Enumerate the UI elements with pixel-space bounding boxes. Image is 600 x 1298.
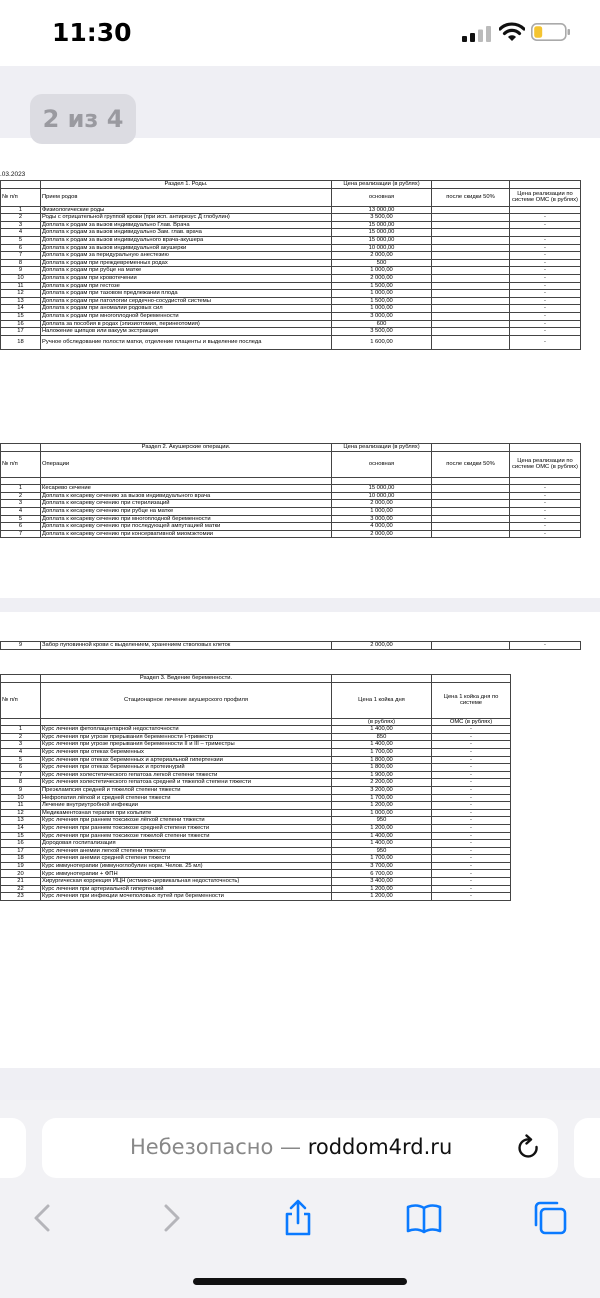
service-name: Доплата к родам при многоплодной беременности [41,312,332,320]
table-row [1,824,511,832]
service-name: Курс лечения холестетического гепатоза легкой степени тяжести [41,771,332,779]
table-row [1,236,581,244]
oms-price: - [432,741,511,749]
service-name: Медикаментозная терапия при кольпите [41,809,332,817]
service-price: 1 000,00 [332,305,432,313]
table-row [1,832,511,840]
row-number: 5 [1,756,41,764]
table-row [1,252,581,260]
row-number: 9 [1,267,41,275]
table-row [1,786,511,794]
row-number: 13 [1,297,41,305]
service-price: 2 200,00 [332,779,432,787]
service-name: Доплата к родам при гестозе [41,282,332,290]
oms-price: - [432,733,511,741]
table-row [1,802,511,810]
table-row [1,267,581,275]
row-number: 8 [1,259,41,267]
row-number: 3 [1,221,41,229]
section-1-title: Раздел 1. Роды. [41,181,332,189]
service-name: Курс лечения при инфекции мочеполовых путей при беременности [41,893,332,901]
oms-price: - [510,297,581,305]
row-number: 1 [1,726,41,734]
service-name: Наложение щипцов или вакуум экстракция [41,328,332,336]
service-price: 2 000,00 [332,252,432,260]
table-row [1,259,581,267]
row-number: 4 [1,229,41,237]
service-name: Доплата за пособия в родах (эпизиотомия, перинеотомия) [41,320,332,328]
service-name: Доплата к родам за вызов индивидуально Глав. Врача [41,221,332,229]
service-name: Физиологические роды [41,206,332,214]
table-row [1,492,581,500]
service-price: 1 800,00 [332,764,432,772]
col-no: № п/п [1,188,41,206]
next-tab-peek[interactable] [574,1118,600,1178]
col-base: основная [332,188,432,206]
service-name: Доплата к кесареву сечению при рубце на матке [41,507,332,515]
col-discount: после скидки 50% [432,451,510,477]
service-name: Доплата к кесареву сечению при консервативной миомэктомии [41,530,332,538]
service-name: Курс лечения анемии средней степени тяжести [41,855,332,863]
service-price: 2 000,00 [332,274,432,282]
section-2-title: Раздел 2. Акушерские операции. [41,444,332,452]
oms-price [510,206,581,214]
service-price: 500 [332,259,432,267]
row-number: 11 [1,802,41,810]
service-name: Доплата к родам при преждевременных родах [41,259,332,267]
service-name: Дородовая госпитализация [41,840,332,848]
service-name: Курс лечения при отеках беременных и артериальной гипертензии [41,756,332,764]
col-oms: Цена 1 койка дня по системе [432,682,511,718]
row-number: 7 [1,771,41,779]
section-3-title: Раздел 3. Ведение беременности. [41,675,332,683]
col-name: Операции [41,451,332,477]
bookmarks-icon[interactable] [404,1198,444,1238]
service-price: 1 500,00 [332,297,432,305]
row-number: 18 [1,855,41,863]
service-price: 1 200,00 [332,885,432,893]
address-bar[interactable] [42,1118,558,1178]
service-price: 3 000,00 [332,312,432,320]
col-discount: после скидки 50% [432,188,510,206]
table-row [1,244,581,252]
oms-price: - [432,802,511,810]
table-row [1,282,581,290]
oms-price: - [432,893,511,901]
service-name: Доплата к родам при аномалии родовых сил [41,305,332,313]
table-row [1,221,581,229]
oms-price: - [432,847,511,855]
service-price: 1 000,00 [332,267,432,275]
row-number: 3 [1,500,41,508]
service-name: Доплата к родам при патологии сердечно-сосудистой системы [41,297,332,305]
section-1-table [0,180,581,350]
row-number: 12 [1,809,41,817]
oms-price: - [510,515,581,523]
service-name: Доплата к кесареву сечению при стерилизаций [41,500,332,508]
service-price: 6 700,00 [332,870,432,878]
table-row [1,733,511,741]
table-row [1,870,511,878]
oms-price: - [510,312,581,320]
oms-price: - [510,214,581,222]
oms-price: - [432,809,511,817]
oms-price: - [510,492,581,500]
oms-price: - [510,267,581,275]
service-name: Преэклампсия средней и тяжелой степени тяжести [41,786,332,794]
service-name: Курс лечения при раннем токсикозе лёгкой степени тяжести [41,817,332,825]
page-counter: 2 из 4 [30,94,136,144]
domain: roddom4rd.ru [307,1135,453,1159]
home-indicator[interactable] [193,1278,407,1285]
oms-price: - [510,244,581,252]
table-row [1,214,581,222]
table-row [1,764,511,772]
status-bar [0,0,600,66]
service-name: Курс иммунотерапии + ФПН [41,870,332,878]
row-number: 7 [1,252,41,260]
tabs-icon[interactable] [530,1198,570,1238]
row-number: 17 [1,847,41,855]
price-header: Цена реализации (в рублях) [332,181,432,189]
oms-price: - [510,328,581,336]
oms-price: - [432,786,511,794]
service-price: 15 000,00 [332,485,432,493]
table-row [1,771,511,779]
service-name: Курс иммунотерапии (иммуноглобулин норм. Челов. 25 мл) [41,862,332,870]
row-number: 23 [1,893,41,901]
service-name: Доплата к родам при тазовом предлежании плода [41,290,332,298]
table-row [1,297,581,305]
service-price: 1 000,00 [332,507,432,515]
document-date: .03.2023 [0,171,26,178]
service-name: Лечение внутриутробной инфекции [41,802,332,810]
table-row [1,878,511,886]
service-name: Доплата к кесареву сечению за вызов индивидуального врача [41,492,332,500]
oms-price: - [432,756,511,764]
row-number: 4 [1,507,41,515]
table-row [1,305,581,313]
col-oms: Цена реализации по системе ОМС (в рублях) [510,451,581,477]
service-name: Доплата к родам при кровотечении [41,274,332,282]
oms-price: - [432,855,511,863]
row-number: 2 [1,733,41,741]
row-number: 1 [1,206,41,214]
row-number: 2 [1,492,41,500]
service-price: 13 000,00 [332,206,432,214]
service-price: 2 000,00 [332,500,432,508]
row-number: 10 [1,794,41,802]
oms-price: - [510,252,581,260]
row-number: 7 [1,530,41,538]
row-number: 10 [1,274,41,282]
service-price: 1 400,00 [332,726,432,734]
table-row [1,290,581,298]
table-row [1,741,511,749]
oms-price: - [510,485,581,493]
service-price: 1 700,00 [332,748,432,756]
wifi-icon [499,22,525,42]
service-name: Доплата к кесареву сечению при многоплодной беременности [41,515,332,523]
service-name: Кесарево сечение [41,485,332,493]
row-number: 16 [1,320,41,328]
table-row [1,748,511,756]
table-row [1,847,511,855]
service-price: 1 400,00 [332,832,432,840]
service-price: 3 200,00 [332,786,432,794]
col-oms-unit: ОМС (в рублях) [432,718,511,726]
table-row [1,862,511,870]
row-number: 15 [1,832,41,840]
oms-price: - [432,748,511,756]
row-number: 14 [1,305,41,313]
table-row [1,335,581,349]
row-number: 17 [1,328,41,336]
table-row [1,500,581,508]
service-name: Забор пуповинной крови с выделением, хранением стволовых клеток [41,642,332,650]
col-oms: Цена реализации по системе ОМС (в рублях) [510,188,581,206]
oms-price: - [510,500,581,508]
row-number: 6 [1,523,41,531]
oms-price: - [510,274,581,282]
service-price: 1 400,00 [332,741,432,749]
oms-price: - [510,282,581,290]
row-number: 21 [1,878,41,886]
service-price: 1 500,00 [332,282,432,290]
table-row [1,855,511,863]
oms-price: - [432,840,511,848]
row-number: 9 [1,786,41,794]
table-row [1,726,511,734]
service-price: 10 000,00 [332,492,432,500]
service-price: 15 000,00 [332,229,432,237]
stem-cell-row-table [0,641,581,650]
service-price: 1 900,00 [332,771,432,779]
service-name: Курс лечения фетоплацентарной недостаточности [41,726,332,734]
service-price: 600 [332,320,432,328]
service-name: Доплата к кесареву сечению при последующей ампутацией матки [41,523,332,531]
service-name: Курс лечения при отеках беременных [41,748,332,756]
row-number: 16 [1,840,41,848]
oms-price: - [510,221,581,229]
oms-price: - [510,507,581,515]
row-number: 3 [1,741,41,749]
row-number: 2 [1,214,41,222]
table-row [1,328,581,336]
oms-price: - [432,794,511,802]
table-row [1,206,581,214]
section-2-table [0,443,581,538]
clock: 11:30 [52,18,132,47]
service-price: 1 600,00 [332,335,432,349]
row-number: 18 [1,335,41,349]
col-price-unit: (в рублях) [332,718,432,726]
service-price: 1 200,00 [332,824,432,832]
oms-price [510,229,581,237]
service-price: 3 500,00 [332,214,432,222]
oms-price: - [432,764,511,772]
battery-icon [531,23,571,41]
reload-icon[interactable] [516,1134,542,1162]
service-price: 3 700,00 [332,862,432,870]
service-price: 1 700,00 [332,794,432,802]
service-price: 950 [332,847,432,855]
address-text [130,1135,452,1159]
table-row [1,515,581,523]
service-name: Доплата к родам за вызов индивидуального врача-акушера [41,236,332,244]
security-warning: Небезопасно — [130,1135,301,1159]
oms-price: - [510,259,581,267]
row-number: 4 [1,748,41,756]
service-name: Доплата к родам за вызов индивидуально Зам. глав. врача [41,229,332,237]
col-name: Стационарное лечение акушерского профиля [41,682,332,718]
service-price: 1 800,00 [332,756,432,764]
service-name: Доплата к родам за вызов индивидуальной акушерки [41,244,332,252]
table-row [1,840,511,848]
service-price: 3 500,00 [332,328,432,336]
row-number: 5 [1,515,41,523]
row-number: 6 [1,244,41,252]
table-row [1,523,581,531]
row-number: 5 [1,236,41,244]
oms-price: - [432,862,511,870]
service-price: 15 000,00 [332,236,432,244]
col-price: Цена 1 койка дня [332,682,432,718]
service-price: 1 200,00 [332,893,432,901]
share-icon[interactable] [278,1198,318,1238]
forward-icon[interactable] [152,1198,192,1238]
col-base: основная [332,451,432,477]
service-price: 1 700,00 [332,855,432,863]
service-price: 1 200,00 [332,802,432,810]
oms-price: - [432,726,511,734]
oms-price: - [432,779,511,787]
table-row [1,485,581,493]
row-number: 1 [1,485,41,493]
cellular-signal-icon [462,26,492,42]
oms-price: - [510,523,581,531]
table-row [1,885,511,893]
row-number: 13 [1,817,41,825]
service-price: 4 000,00 [332,523,432,531]
table-row [1,312,581,320]
table-row [1,794,511,802]
service-price: 3 000,00 [332,515,432,523]
service-price: 2 000,00 [332,642,432,650]
table-row [1,274,581,282]
service-price: 10 000,00 [332,244,432,252]
service-name: Курс лечения холестетического гепатоза средней и тяжелой степени тяжести [41,779,332,787]
previous-tab-peek[interactable] [0,1118,26,1178]
oms-price: - [432,771,511,779]
oms-price: - [510,305,581,313]
oms-price: - [432,832,511,840]
row-number: 19 [1,862,41,870]
oms-price: - [432,824,511,832]
row-number: 15 [1,312,41,320]
price-header: Цена реализации (в рублях) [332,444,432,452]
service-price: 1 000,00 [332,290,432,298]
oms-price: - [510,290,581,298]
table-row [1,779,511,787]
table-row [1,756,511,764]
table-row [1,229,581,237]
section-3-table [0,674,511,901]
service-price: 850 [332,733,432,741]
service-price: 15 000,00 [332,221,432,229]
row-number: 11 [1,282,41,290]
table-row [1,320,581,328]
col-no: № п/п [1,451,41,477]
table-row [1,530,581,538]
row-number: 20 [1,870,41,878]
service-name: Курс лечения при артериальной гипертензий [41,885,332,893]
table-row [1,809,511,817]
service-name: Курс лечения при раннем токсикозе средней степени тяжести [41,824,332,832]
oms-price: - [510,642,581,650]
service-price: 950 [332,817,432,825]
service-name: Ручное обследование полости матки, отделение плаценты и выделение последа [41,335,332,349]
col-no: № п/п [1,682,41,718]
table-row [1,507,581,515]
service-name: Курс лечения при угрозе прерывания беременности I-триместр [41,733,332,741]
oms-price: - [510,530,581,538]
service-name: Курс лечения при раннем токсикозе тяжелой степени тяжести [41,832,332,840]
oms-price: - [510,236,581,244]
row-number: 12 [1,290,41,298]
back-icon[interactable] [22,1198,62,1238]
row-number: 9 [1,642,41,650]
service-name: Доплата к родам при рубце на матке [41,267,332,275]
oms-price: - [510,335,581,349]
oms-price: - [432,870,511,878]
oms-price: - [432,817,511,825]
service-name: Нефропатия лёгкой и средней степени тяжести [41,794,332,802]
service-name: Доплата к родам за перидуральную анестезию [41,252,332,260]
row-number: 22 [1,885,41,893]
oms-price: - [432,878,511,886]
service-price: 1 400,00 [332,840,432,848]
col-name: Прием родов [41,188,332,206]
table-row [1,817,511,825]
service-name: Курс лечения при отеках беременных и протеинурий [41,764,332,772]
service-name: Роды с отрицательной группой крови (при исп. антирезус Д глобулин) [41,214,332,222]
service-price: 1 000,00 [332,809,432,817]
row-number: 14 [1,824,41,832]
service-price: 2 000,00 [332,530,432,538]
row-number: 6 [1,764,41,772]
service-price: 3 400,00 [332,878,432,886]
service-name: Курс лечения анемии легкой степени тяжести [41,847,332,855]
service-name: Хирургическая коррекция ИЦН (истмико-цервикальная недостаточность) [41,878,332,886]
row-number: 8 [1,779,41,787]
oms-price: - [510,320,581,328]
service-name: Курс лечения при угрозе прерывания беременности II и III – триместры [41,741,332,749]
oms-price: - [432,885,511,893]
table-row [1,893,511,901]
